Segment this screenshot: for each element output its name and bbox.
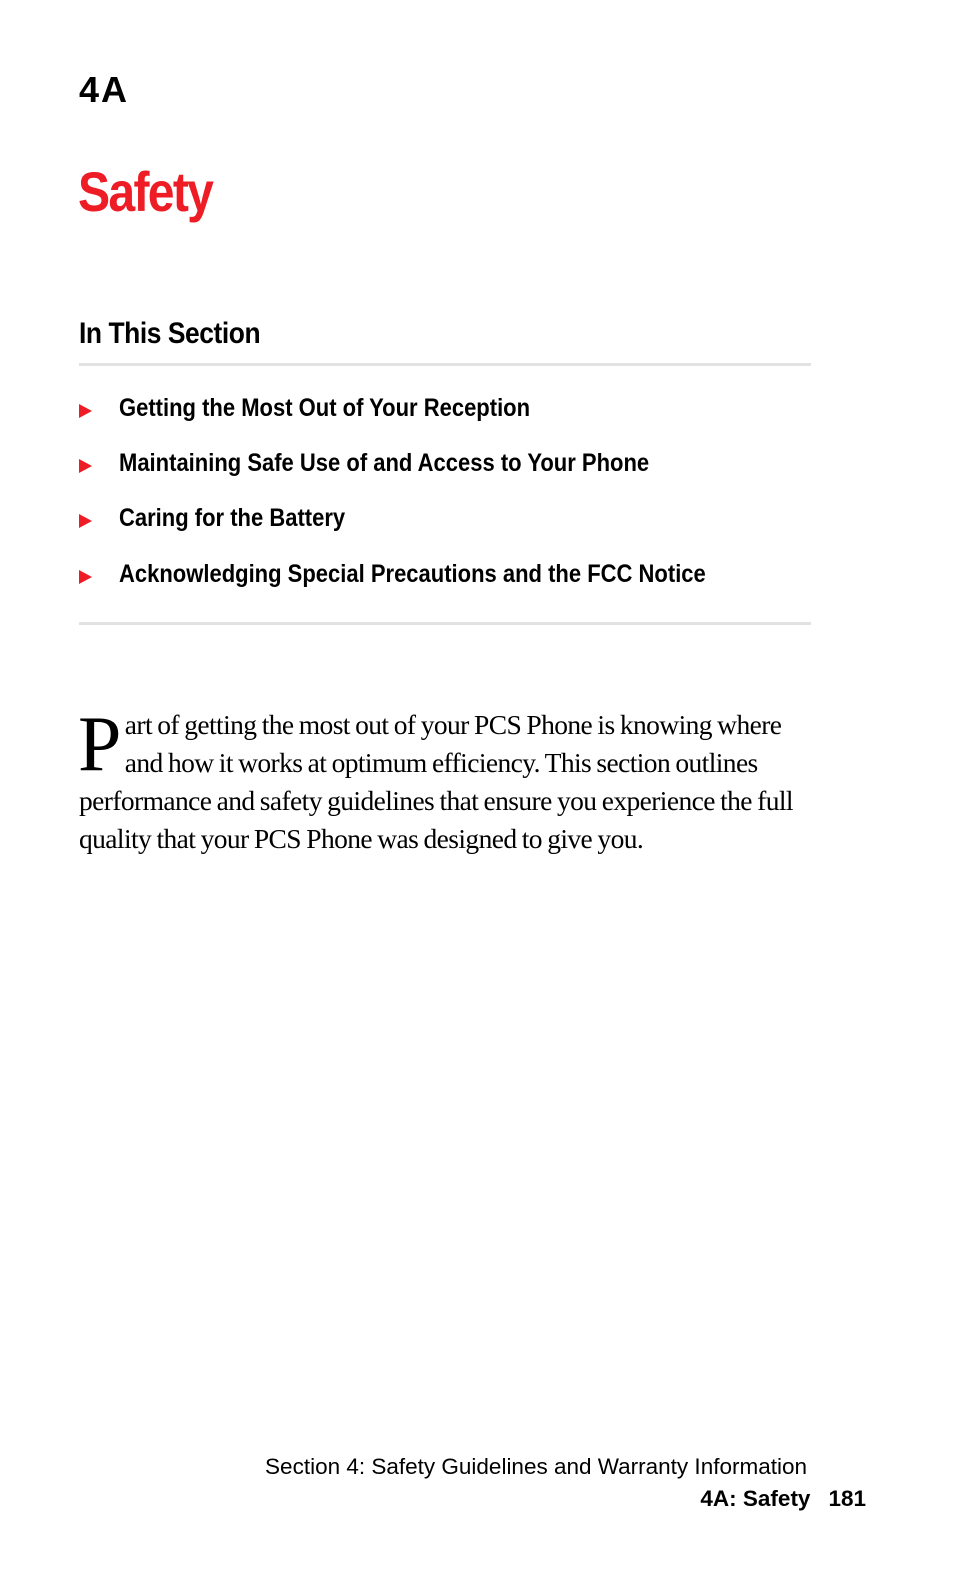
intro-text: art of getting the most out of your PCS Phone is knowing where and how it works at optimum efficiency. This section outlines performance and safety guidelines that ensure you experience the full quality that your PCS Phone was designed to give you. [79, 709, 793, 854]
toc-heading: In This Section [79, 317, 261, 350]
footer-chapter-label: 4A: Safety [700, 1486, 811, 1511]
intro-paragraph [78, 700, 814, 858]
page-number: 181 [828, 1486, 866, 1511]
drop-cap: P [78, 700, 121, 787]
triangle-right-icon [79, 404, 92, 418]
toc-item-label: Caring for the Battery [119, 504, 346, 533]
toc-item-label: Getting the Most Out of Your Reception [119, 393, 531, 422]
triangle-right-icon [79, 459, 92, 473]
toc-item-label: Maintaining Safe Use of and Access to Your Phone [119, 448, 650, 477]
toc-item[interactable] [79, 491, 811, 546]
toc-bottom-divider [79, 622, 811, 625]
footer-section-title: Section 4: Safety Guidelines and Warranty Information [265, 1454, 807, 1479]
section-code: 4A [79, 69, 130, 110]
toc-item[interactable] [79, 546, 811, 601]
toc-top-divider [79, 363, 811, 366]
toc-item[interactable] [79, 380, 811, 435]
footer-running-head [700, 1484, 866, 1514]
toc-item-label: Acknowledging Special Precautions and the FCC Notice [119, 559, 706, 588]
triangle-right-icon [79, 514, 92, 528]
triangle-right-icon [79, 570, 92, 584]
toc-list [79, 380, 811, 601]
toc-item[interactable] [79, 435, 811, 490]
page-title: Safety [78, 160, 213, 223]
